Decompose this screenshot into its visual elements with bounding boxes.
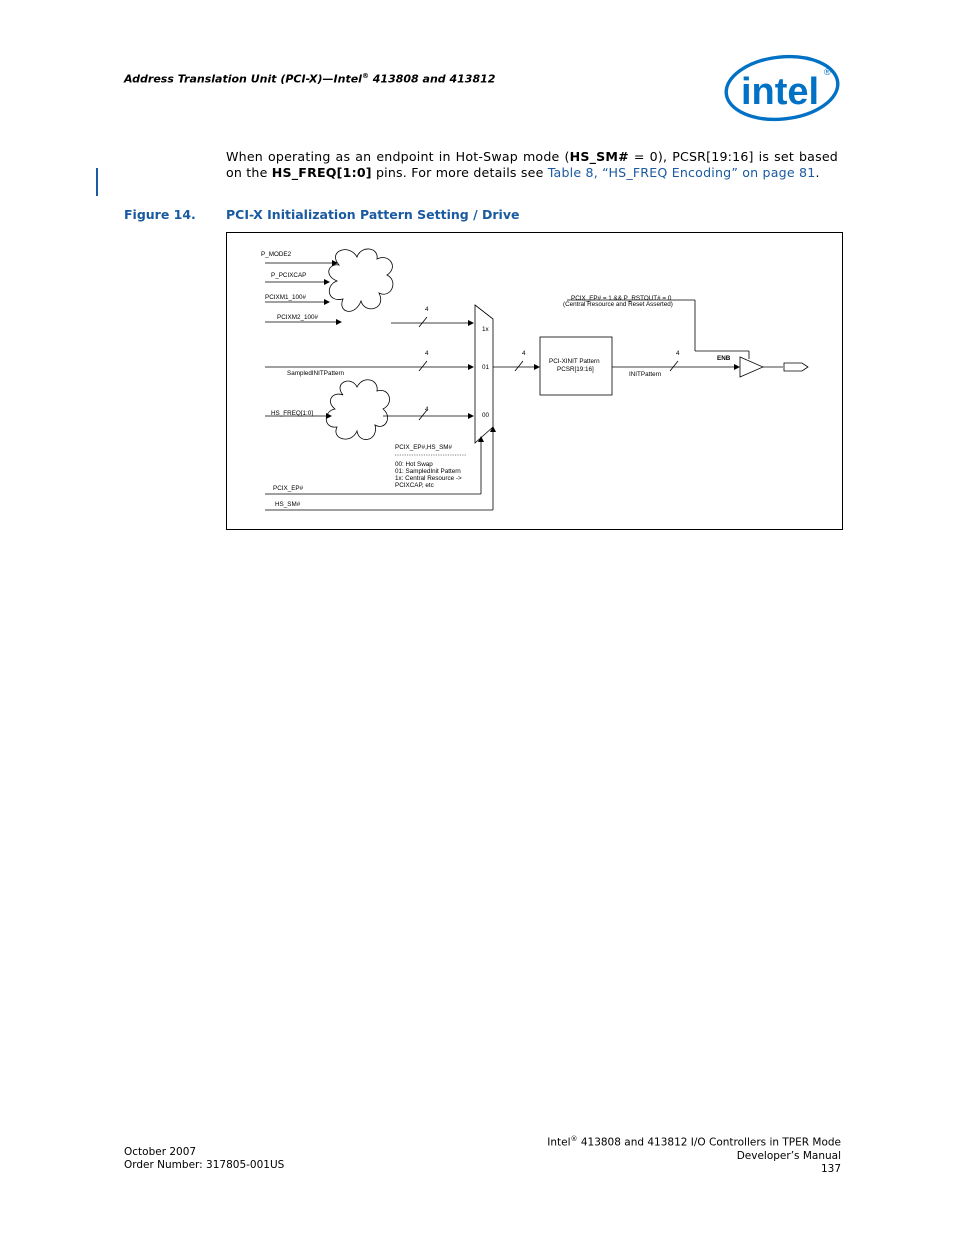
label-mux-01: 01	[482, 364, 490, 371]
logic-cloud-bottom	[326, 380, 389, 440]
logo-wordmark: intel	[741, 71, 820, 113]
table-8-link[interactable]: Table 8, “HS_FREQ Encoding” on page 81	[547, 165, 816, 180]
footer-right	[547, 1133, 841, 1176]
label-select-00: 00: Hot Swap	[395, 461, 433, 468]
label-width-5: 4	[676, 350, 680, 357]
label-p-pcixcap: P_PCIXCAP	[271, 272, 307, 279]
label-register-bits: PCSR[19:16]	[557, 366, 594, 373]
label-width-4: 4	[522, 350, 526, 357]
label-p-mode2: P_MODE2	[261, 251, 292, 258]
footer-order-number: Order Number: 317805-001US	[124, 1159, 285, 1171]
label-mux-00: 00	[482, 412, 490, 419]
label-pcixm2: PCIXM2_100#	[277, 314, 318, 321]
label-pcix-ep: PCIX_EP#	[273, 485, 304, 492]
output-connector	[784, 363, 808, 371]
label-pcixm1: PCIXM1_100#	[265, 294, 306, 301]
label-initpattern: INITPattern	[629, 371, 662, 378]
header-title-suffix: 413808 and 413812	[368, 72, 496, 86]
footer-product-prefix: Intel	[547, 1136, 571, 1149]
label-select-01: 01: SampledInit Pattern	[395, 468, 461, 475]
change-bar	[96, 168, 98, 196]
footer-left	[124, 1146, 284, 1172]
intel-logo	[724, 50, 842, 128]
body-paragraph	[226, 149, 838, 181]
body-text-2: = 0), PCSR[19:16] is set based on the	[226, 149, 838, 180]
header-reg-mark: ®	[361, 72, 369, 80]
figure-number: Figure 14.	[124, 207, 196, 222]
label-select-1x-cont: PCIXCAP, etc	[395, 482, 434, 489]
header-title-prefix: Address Translation Unit (PCI-X)—Intel	[124, 72, 362, 86]
label-condition: PCIX_EP# = 1 && P_RSTOUT# = 0	[571, 295, 672, 302]
footer-reg-mark: ®	[570, 1135, 578, 1143]
label-register-name: PCI-XINIT Pattern	[549, 358, 600, 365]
footer-date: October 2007	[124, 1146, 197, 1158]
label-width-3: 4	[425, 406, 429, 413]
label-condition-note: (Central Resource and Reset Asserted)	[563, 301, 673, 308]
body-bold-hs-freq: HS_FREQ[1:0]	[271, 165, 372, 180]
label-width-1: 4	[425, 306, 429, 313]
footer-manual: Developer’s Manual	[736, 1149, 841, 1162]
label-select-header: PCIX_EP#,HS_SM#	[395, 444, 453, 451]
label-select-1x: 1x: Central Resource ->	[395, 475, 462, 482]
label-mux-1x: 1x	[482, 326, 489, 333]
body-text-4: .	[815, 165, 820, 180]
footer-product-suffix: 413808 and 413812 I/O Controllers in TPER Mode	[577, 1136, 841, 1149]
label-width-2: 4	[425, 350, 429, 357]
logic-cloud-top	[329, 249, 393, 311]
body-text-1: When operating as an endpoint in Hot-Swap mode (	[226, 149, 570, 164]
running-header	[124, 72, 495, 86]
body-bold-hs-sm: HS_SM#	[569, 149, 629, 164]
logo-reg-mark: ®	[824, 67, 831, 77]
figure-caption	[124, 207, 519, 222]
figure-title: PCI-X Initialization Pattern Setting / Drive	[226, 207, 520, 222]
label-enb: ENB	[717, 355, 731, 362]
diagram-svg	[227, 233, 842, 529]
footer-page-number: 137	[820, 1162, 841, 1175]
label-hs-freq: HS_FREQ[1:0]	[271, 410, 313, 417]
label-sampled-init: SampledINITPattern	[287, 370, 345, 377]
figure-diagram	[226, 232, 843, 530]
tristate-buffer	[740, 357, 763, 377]
body-text-3: pins. For more details see	[371, 165, 548, 180]
footer-product	[547, 1133, 841, 1150]
label-hs-sm: HS_SM#	[275, 501, 301, 508]
